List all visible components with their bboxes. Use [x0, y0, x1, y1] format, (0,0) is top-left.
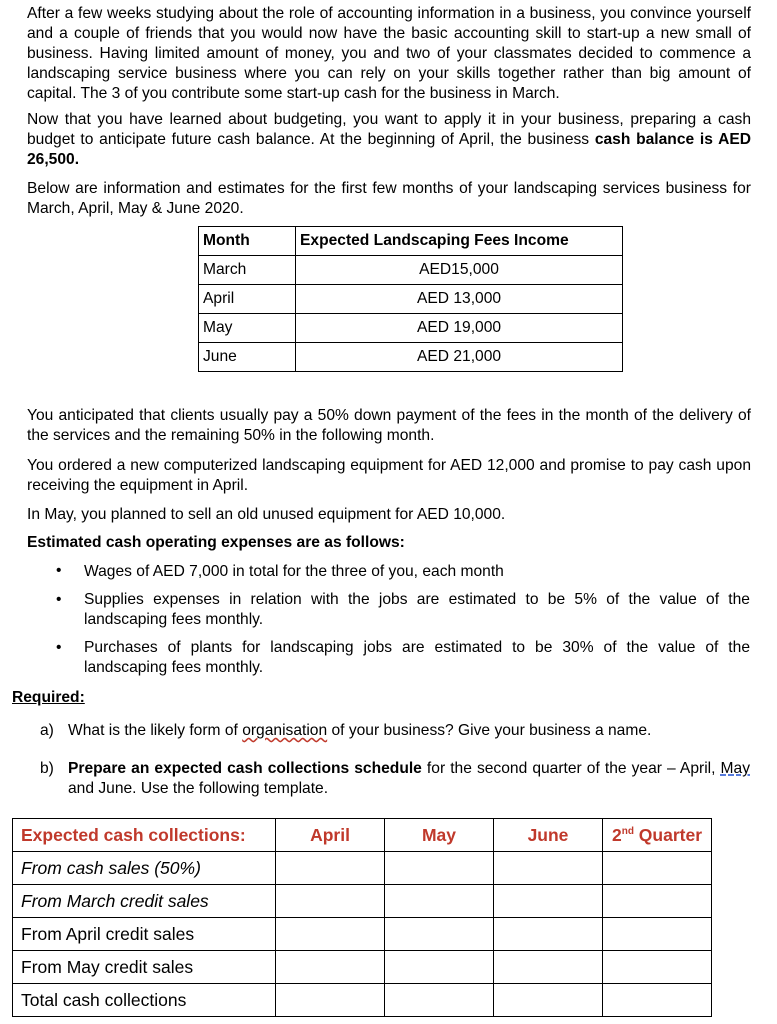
- template-cell: [494, 951, 603, 984]
- expense-bullet-wages: Wages of AED 7,000 in total for the three of you, each month: [84, 563, 504, 580]
- fees-header-month: Month: [199, 227, 296, 256]
- quarter-suffix: nd: [621, 825, 634, 837]
- template-cell: [494, 918, 603, 951]
- fees-amount-cell: AED 19,000: [296, 314, 623, 343]
- question-a-part-2: of your business? Give your business a name.: [327, 722, 652, 739]
- template-row-label: From April credit sales: [13, 918, 276, 951]
- template-header-june: June: [494, 819, 603, 852]
- template-cell: [603, 918, 712, 951]
- template-cell: [603, 984, 712, 1017]
- info-paragraph-down-payment: You anticipated that clients usually pay a 50% down payment of the fees in the month of the delivery of the services and the remaining 50% in the following month.: [27, 407, 751, 444]
- fees-table-header-row: [199, 227, 623, 256]
- template-cell: [385, 918, 494, 951]
- fees-month-cell: March: [199, 256, 296, 285]
- question-a-label: a): [40, 722, 54, 739]
- template-header-april: April: [276, 819, 385, 852]
- fees-amount-cell: AED15,000: [296, 256, 623, 285]
- template-row: [13, 918, 712, 951]
- template-cell: [603, 852, 712, 885]
- template-cell: [385, 885, 494, 918]
- template-row-label: From May credit sales: [13, 951, 276, 984]
- quarter-word: Quarter: [633, 824, 703, 845]
- grammar-word-may: May: [720, 760, 750, 777]
- template-cell: [276, 951, 385, 984]
- template-cell: [603, 951, 712, 984]
- intro-paragraph-1: After a few weeks studying about the role of accounting information in a business, you convince yourself and a couple of friends that you would now have the basic accounting skill to start-up a new small of business. Having limited amount of money, you and two of your classmates decided to commence a landscaping service business where you can rely on your skills together rather than big amount of capital. The 3 of you contribute some start-up cash for the business in March.: [27, 5, 751, 102]
- expense-bullet-plants: Purchases of plants for landscaping jobs are estimated to be 30% of the value of the landscaping fees monthly.: [84, 639, 750, 676]
- template-cell: [494, 852, 603, 885]
- fees-header-income: Expected Landscaping Fees Income: [296, 227, 623, 256]
- template-header-row: [13, 819, 712, 852]
- fees-table-row: [199, 256, 623, 285]
- template-cell: [494, 984, 603, 1017]
- fees-table-row: [199, 285, 623, 314]
- bullet-glyph: •: [56, 591, 62, 608]
- bullet-glyph: •: [56, 562, 62, 579]
- template-cell: [276, 885, 385, 918]
- template-cell: [603, 885, 712, 918]
- fees-table-row: [199, 343, 623, 372]
- template-cell: [276, 918, 385, 951]
- question-a-text: [68, 721, 750, 741]
- template-cell: [385, 852, 494, 885]
- fees-amount-cell: AED 13,000: [296, 285, 623, 314]
- question-b-part-1: for the second quarter of the year – April,: [421, 760, 721, 777]
- template-header-may: May: [385, 819, 494, 852]
- cash-balance-text: cash balance is AED 26,500.: [27, 131, 751, 168]
- spellcheck-word-organisation: organisation: [242, 722, 328, 739]
- required-heading: Required:: [12, 689, 85, 706]
- template-cell: [385, 951, 494, 984]
- template-cell: [494, 885, 603, 918]
- bullet-glyph: •: [56, 639, 62, 656]
- question-b-label: b): [40, 760, 54, 777]
- intro-paragraph-2-text: Now that you have learned about budgeting, you want to apply it in your business, preparing a cash budget to anticipate future cash balance. At the beginning of April, the business: [27, 111, 751, 148]
- info-paragraph-equipment-sale: In May, you planned to sell an old unused equipment for AED 10,000.: [27, 506, 506, 523]
- intro-paragraph-3: Below are information and estimates for the first few months of your landscaping services business for March, April, May & June 2020.: [27, 180, 751, 217]
- question-b-text: [68, 759, 750, 799]
- question-a-part-1: What is the likely form of: [68, 722, 243, 739]
- template-header-quarter: [603, 819, 712, 852]
- fees-month-cell: June: [199, 343, 296, 372]
- template-header-label: Expected cash collections:: [13, 819, 276, 852]
- info-paragraph-equipment-order: You ordered a new computerized landscaping equipment for AED 12,000 and promise to pay cash upon receiving the equipment in April.: [27, 457, 751, 494]
- template-row: [13, 951, 712, 984]
- template-row: [13, 852, 712, 885]
- fees-month-cell: May: [199, 314, 296, 343]
- question-b-bold: Prepare an expected cash collections schedule: [68, 760, 422, 777]
- template-row-label: Total cash collections: [13, 984, 276, 1017]
- template-cell: [276, 852, 385, 885]
- template-cell: [276, 984, 385, 1017]
- fees-table-row: [199, 314, 623, 343]
- expenses-heading: Estimated cash operating expenses are as follows:: [27, 534, 405, 551]
- template-row-label: From cash sales (50%): [13, 852, 276, 885]
- template-row-label: From March credit sales: [13, 885, 276, 918]
- intro-paragraph-2: [27, 110, 751, 170]
- fees-table: [198, 226, 623, 372]
- fees-amount-cell: AED 21,000: [296, 343, 623, 372]
- question-b-part-2: and June. Use the following template.: [68, 780, 329, 797]
- expense-bullet-supplies: Supplies expenses in relation with the jobs are estimated to be 5% of the value of the landscaping fees monthly.: [84, 591, 750, 628]
- fees-month-cell: April: [199, 285, 296, 314]
- template-cell: [385, 984, 494, 1017]
- cash-collections-template: [12, 818, 712, 1017]
- quarter-number: 2: [611, 824, 622, 845]
- template-row: [13, 984, 712, 1017]
- template-row: [13, 885, 712, 918]
